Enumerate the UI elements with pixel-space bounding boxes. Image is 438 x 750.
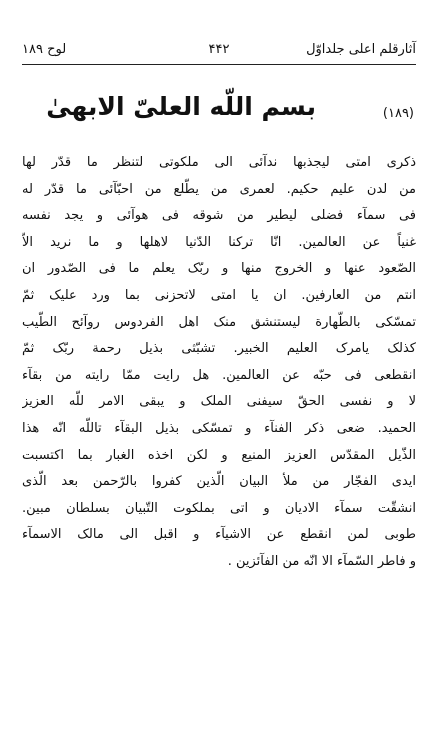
body-line: لا و نفسی الحقّ سیفنی الملک و یبقی الامر للّه العزیز xyxy=(22,394,416,410)
body-line: و فاطر السّمآء الا انّه من الفآئزین . xyxy=(227,553,416,569)
body-line: الحمید. ضعی ذکر الفنآء و تمسّکی بذیل البقآء تاللّه انّه هذا xyxy=(22,420,416,436)
body-line: کذلک یامرک العلیم الخبیر. تشبّثی بذیل رحمة ربّک ثمّ xyxy=(22,341,416,357)
body-line: انشقّت سمآء الادیان و اتی بملکوت التّبیان بسلطان مبین. xyxy=(22,500,416,516)
tablet-label: لوح ۱۸۹ xyxy=(22,42,67,57)
tablet-number: (۱۸۹) xyxy=(382,106,414,121)
body-line: ایدی الفجّار من ملأ البیان الّذین کفروا بالرّحمن بعد الّذی xyxy=(22,474,416,490)
tablet-heading xyxy=(22,92,416,132)
body-line: ذکری امتی لیجذبها ندآئی الی ملکوتی لتنظر ما قدّر لها xyxy=(22,155,416,170)
body-line: فی سمآء فضلی لیطیر من شوقه فی هوآئی و یجد نفسه xyxy=(22,208,416,224)
tablet-body xyxy=(22,150,416,576)
body-line: انقطعی فی حبّه عن العالمین. هل رایت ممّا رایته من بقآء xyxy=(22,367,416,383)
body-line: انتم من العارفین. ان یا امتی لاتحزنی بما ورد علیک ثمّ xyxy=(22,287,416,303)
body-line: غنیاً عن العالمین. انّا ترکنا الدّنیا لاهلها و ما نرید الاّ xyxy=(22,234,416,250)
body-line: من لدن علیم حکیم. لعمری من یطّلع من احبّآئی ما قدّر له xyxy=(22,181,416,197)
book-title: آثارقلم اعلی جلداوّل xyxy=(306,42,416,57)
body-line: الصّعود عنها و الخروج منها و ربّک یعلم ما فی الصّدور ان xyxy=(22,261,416,277)
body-line: طوبی لمن انقطع عن الاشیآء و اقبل الی مالک الاسمآء xyxy=(22,527,416,543)
body-line: الذّیل المقدّس العزیز المنیع و لکن اخذه الغبار بما اکتسبت xyxy=(22,447,416,463)
body-line: تمسّکی بالطّهارة لیستنشق منک اهل الفردوس روآئح الطّیب xyxy=(22,314,416,330)
page-number: ۴۴۲ xyxy=(208,42,230,57)
tablet-title: بسم اللّه العلیّ الابهیٰ xyxy=(46,92,316,121)
page-header xyxy=(22,38,416,65)
